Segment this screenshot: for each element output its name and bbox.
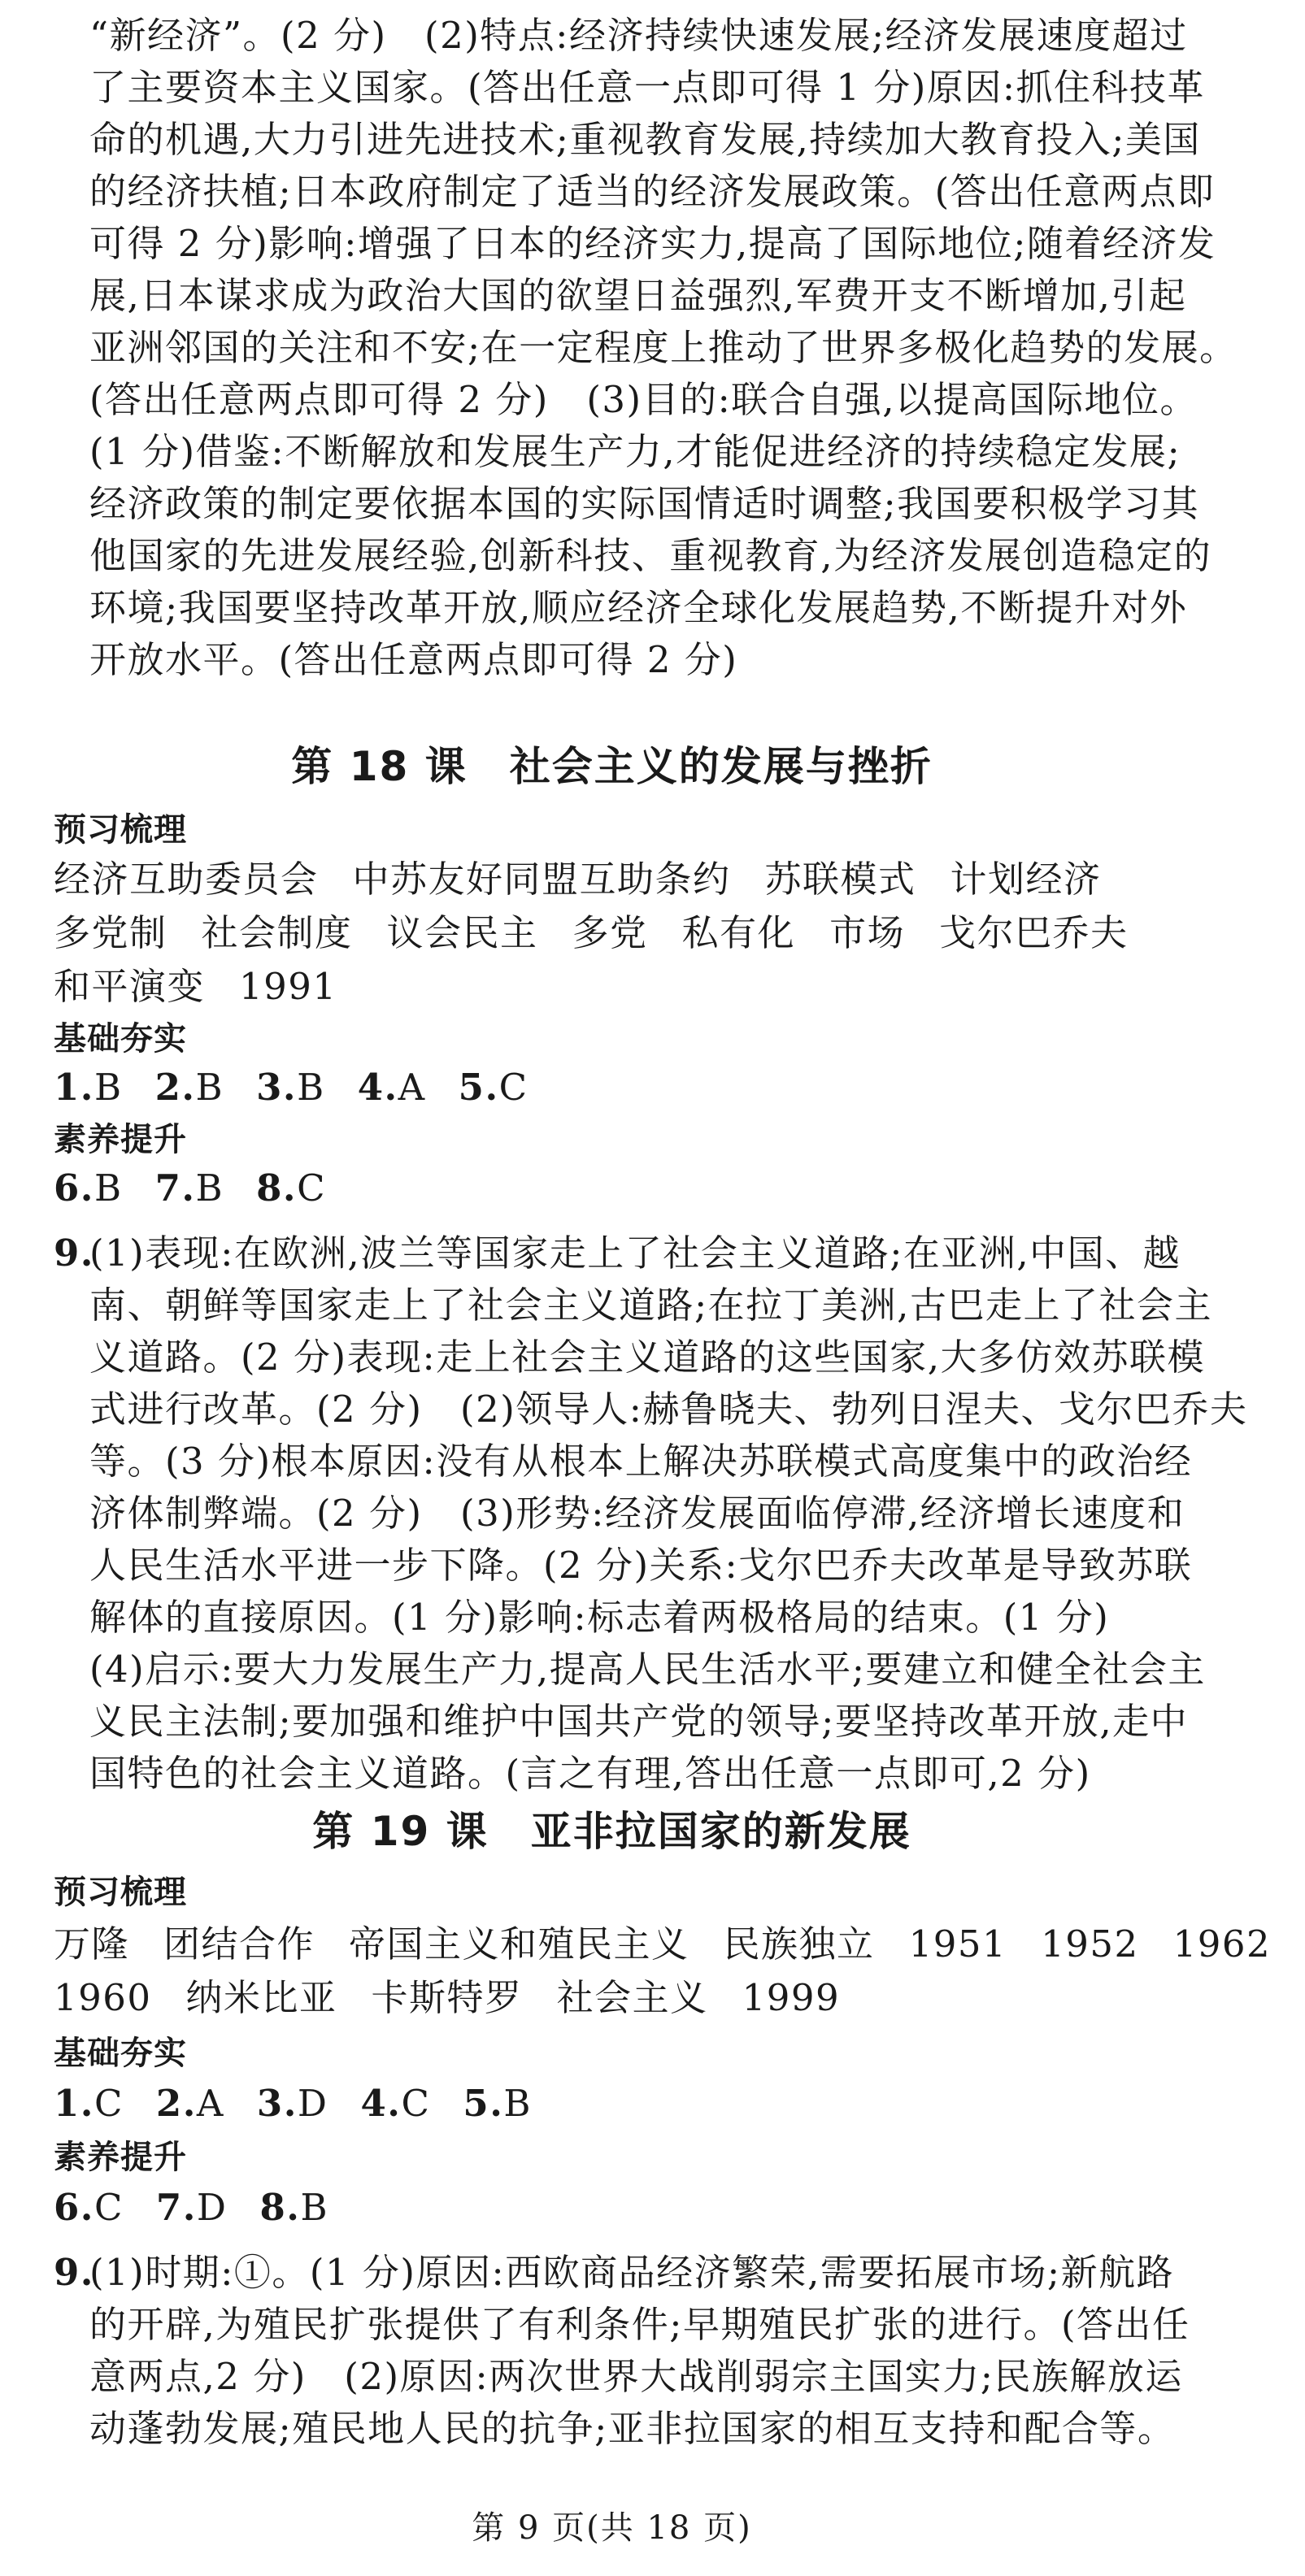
terms-row: 万隆 团结合作 帝国主义和殖民主义 民族独立 1951 1952 1962 <box>54 1922 1272 1966</box>
answer-row: 6.B 7.B 8.C <box>54 1166 327 1210</box>
answer-row: 1.B 2.B 3.B 4.A 5.C <box>54 1066 529 1109</box>
text-line: 意两点,2 分) (2)原因:两次世界大战削弱宗主国实力;民族解放运 <box>89 2355 1183 2398</box>
text-line: (1)表现:在欧洲,波兰等国家走上了社会主义道路;在亚洲,中国、越 <box>89 1232 1181 1275</box>
text-line: 等。(3 分)根本原因:没有从根本上解决苏联模式高度集中的政治经 <box>89 1440 1193 1483</box>
answer-row: 6.C 7.D 8.B <box>54 2186 329 2229</box>
text-line: 义道路。(2 分)表现:走上社会主义道路的这些国家,大多仿效苏联模 <box>89 1336 1206 1379</box>
answer-row: 1.C 2.A 3.D 4.C 5.B <box>54 2082 532 2125</box>
text-line: 南、朝鲜等国家走上了社会主义道路;在拉丁美洲,古巴走上了社会主 <box>89 1284 1212 1327</box>
terms-row: 1960 纳米比亚 卡斯特罗 社会主义 1999 <box>54 1976 841 2019</box>
preview-heading: 预习梳理 <box>54 1874 187 1911</box>
terms-row: 和平演变 1991 <box>54 965 337 1008</box>
improve-heading: 素养提升 <box>54 1121 187 1158</box>
text-line: 了主要资本主义国家。(答出任意一点即可得 1 分)原因:抓住科技革 <box>89 66 1206 109</box>
text-line: 的经济扶植;日本政府制定了适当的经济发展政策。(答出任意两点即 <box>89 170 1216 213</box>
text-line: 命的机遇,大力引进先进技术;重视教育发展,持续加大教育投入;美国 <box>89 118 1201 161</box>
improve-heading: 素养提升 <box>54 2139 187 2176</box>
terms-row: 多党制 社会制度 议会民主 多党 私有化 市场 戈尔巴乔夫 <box>54 911 1129 954</box>
text-line: 的开辟,为殖民扩张提供了有利条件;早期殖民扩张的进行。(答出任 <box>89 2303 1190 2346</box>
text-line: 经济政策的制定要依据本国的实际国情适时调整;我国要积极学习其 <box>89 482 1200 525</box>
basic-heading: 基础夯实 <box>54 1020 187 1058</box>
page-number-footer: 第 9 页(共 18 页) <box>472 2509 752 2547</box>
text-line: (答出任意两点即可得 2 分) (3)目的:联合自强,以提高国际地位。 <box>89 378 1198 421</box>
lesson-18-title: 第 18 课 社会主义的发展与挫折 <box>291 743 933 790</box>
text-line: 义民主法制;要加强和维护中国共产党的领导;要坚持改革开放,走中 <box>89 1700 1189 1743</box>
text-line: 亚洲邻国的关注和不安;在一定程度上推动了世界多极化趋势的发展。 <box>89 326 1238 369</box>
basic-heading: 基础夯实 <box>54 2035 187 2072</box>
text-line: (4)启示:要大力发展生产力,提高人民生活水平;要建立和健全社会主 <box>89 1648 1206 1691</box>
text-line: (1)时期:①。(1 分)原因:西欧商品经济繁荣,需要拓展市场;新航路 <box>89 2251 1175 2294</box>
text-line: 开放水平。(答出任意两点即可得 2 分) <box>89 638 738 681</box>
text-line: 环境;我国要坚持改革开放,顺应经济全球化发展趋势,不断提升对外 <box>89 586 1188 629</box>
text-line: 人民生活水平进一步下降。(2 分)关系:戈尔巴乔夫改革是导致苏联 <box>89 1544 1193 1587</box>
text-line: 国特色的社会主义道路。(言之有理,答出任意一点即可,2 分) <box>89 1752 1091 1795</box>
question-number: 9. <box>54 2251 94 2294</box>
text-line: “新经济”。(2 分) (2)特点:经济持续快速发展;经济发展速度超过 <box>89 14 1188 57</box>
question-number: 9. <box>54 1232 94 1275</box>
terms-row: 经济互助委员会 中苏友好同盟互助条约 苏联模式 计划经济 <box>54 858 1102 901</box>
text-line: 解体的直接原因。(1 分)影响:标志着两极格局的结束。(1 分) <box>89 1596 1110 1639</box>
text-line: 他国家的先进发展经验,创新科技、重视教育,为经济发展创造稳定的 <box>89 534 1212 577</box>
text-line: 动蓬勃发展;殖民地人民的抗争;亚非拉国家的相互支持和配合等。 <box>89 2407 1176 2450</box>
text-line: 展,日本谋求成为政治大国的欲望日益强烈,军费开支不断增加,引起 <box>89 274 1187 317</box>
text-line: 可得 2 分)影响:增强了日本的经济实力,提高了国际地位;随着经济发 <box>89 222 1216 265</box>
preview-heading: 预习梳理 <box>54 811 187 849</box>
lesson-19-title: 第 19 课 亚非拉国家的新发展 <box>312 1808 911 1855</box>
text-line: 式进行改革。(2 分) (2)领导人:赫鲁晓夫、勃列日涅夫、戈尔巴乔夫 <box>89 1388 1248 1431</box>
text-line: (1 分)借鉴:不断解放和发展生产力,才能促进经济的持续稳定发展; <box>89 430 1181 473</box>
text-line: 济体制弊端。(2 分) (3)形势:经济发展面临停滞,经济增长速度和 <box>89 1492 1185 1535</box>
